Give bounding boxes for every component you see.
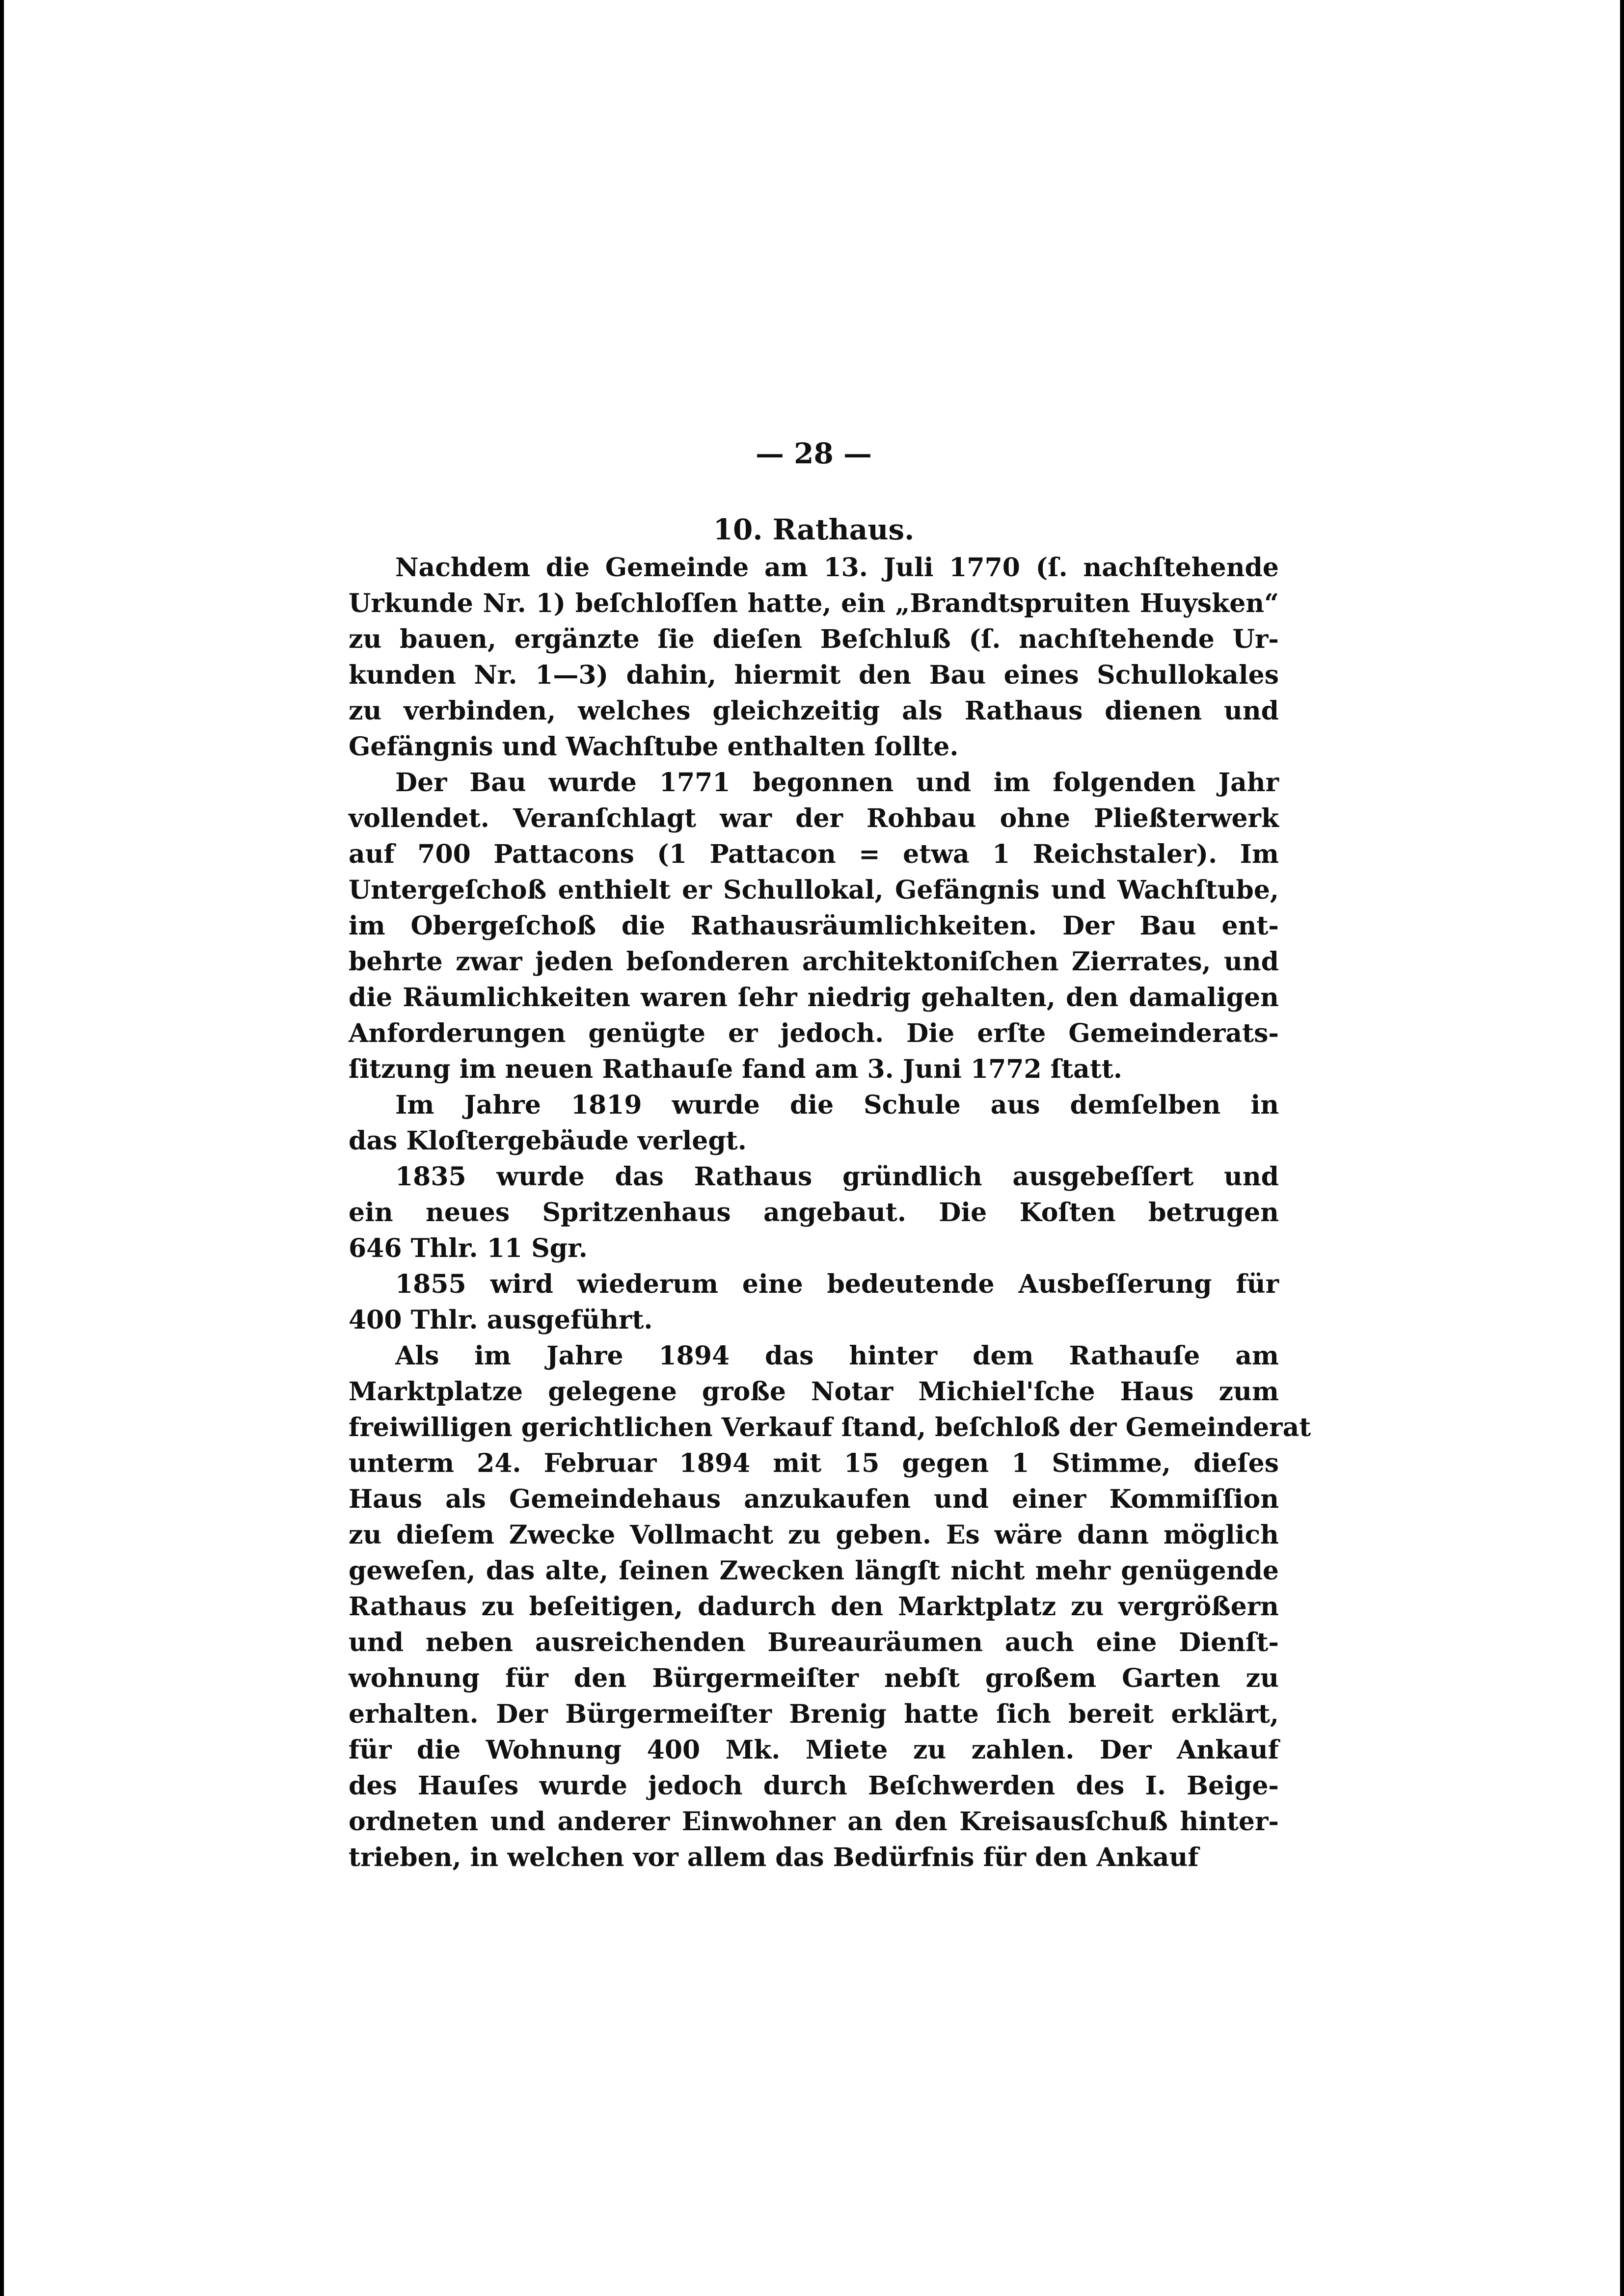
body-text (349, 550, 1311, 1875)
text-line: auf 700 Pattacons (1 Pattacon = etwa 1 Reichstaler). Im (349, 839, 1279, 869)
text-line: Untergeſchoß enthielt er Schullokal, Gefängnis und Wachſtube, (349, 875, 1279, 905)
text-line: geweſen, das alte, ſeinen Zwecken längſt nicht mehr genügende (349, 1556, 1279, 1586)
text-line: 1835 wurde das Rathaus gründlich ausgebeſſert und (395, 1162, 1279, 1192)
text-line: trieben, in welchen vor allem das Bedürfnis für den Ankauf (349, 1842, 1199, 1872)
scan-edge-left (0, 0, 4, 2296)
paragraph (349, 1266, 1279, 1338)
text-line: Der Bau wurde 1771 begonnen und im folgenden Jahr (395, 768, 1279, 798)
paragraph (349, 765, 1279, 1087)
text-line: ein neues Spritzenhaus angebaut. Die Koſten betrugen (349, 1198, 1279, 1228)
text-line: des Hauſes wurde jedoch durch Beſchwerden des I. Beige- (349, 1771, 1279, 1801)
text-line: ordneten und anderer Einwohner an den Kreisausſchuß hinter- (349, 1807, 1279, 1837)
text-line: Urkunde Nr. 1) beſchloſſen hatte, ein „Brandtspruiten Huysken“ (349, 588, 1279, 618)
text-line: Nachdem die Gemeinde am 13. Juli 1770 (ſ. nachſtehende (395, 553, 1279, 583)
text-line: Anforderungen genügte er jedoch. Die erſte Gemeinderats- (349, 1018, 1279, 1048)
text-line: für die Wohnung 400 Mk. Miete zu zahlen. Der Ankauf (349, 1735, 1279, 1765)
text-line: zu dieſem Zwecke Vollmacht zu geben. Es wäre dann möglich (349, 1520, 1279, 1550)
text-line: 646 Thlr. 11 Sgr. (349, 1233, 588, 1263)
text-line: zu bauen, ergänzte ſie dieſen Beſchluß (ſ. nachſtehende Ur- (349, 624, 1279, 654)
text-line: Haus als Gemeindehaus anzukaufen und einer Kommiſſion (349, 1484, 1279, 1514)
text-line: ſitzung im neuen Rathauſe fand am 3. Juni 1772 ſtatt. (349, 1054, 1122, 1084)
text-line: behrte zwar jeden beſonderen architektoniſchen Zierrates, und (349, 947, 1279, 977)
text-line: vollendet. Veranſchlagt war der Rohbau ohne Pließterwerk (349, 803, 1279, 833)
text-line: die Räumlichkeiten waren ſehr niedrig gehalten, den damaligen (349, 983, 1279, 1013)
text-line: erhalten. Der Bürgermeiſter Brenig hatte ſich bereit erklärt, (349, 1699, 1279, 1729)
section-heading: 10. Rathaus. (713, 513, 915, 546)
scan-edge-right (1620, 0, 1624, 2296)
text-line: Im Jahre 1819 wurde die Schule aus demſelben in (395, 1090, 1279, 1120)
text-line: Rathaus zu beſeitigen, dadurch den Marktplatz zu vergrößern (349, 1592, 1279, 1622)
text-line: Marktplatze gelegene große Notar Michiel'ſche Haus zum (349, 1377, 1279, 1407)
text-line: wohnung für den Bürgermeiſter nebſt großem Garten zu (349, 1663, 1279, 1693)
text-line: das Kloſtergebäude verlegt. (349, 1126, 747, 1156)
text-line: 1855 wird wiederum eine bedeutende Ausbeſſerung für (395, 1269, 1279, 1299)
paragraph (349, 1087, 1279, 1159)
text-line: zu verbinden, welches gleichzeitig als Rathaus dienen und (349, 696, 1279, 726)
text-line: kunden Nr. 1—3) dahin, hiermit den Bau eines Schullokales (349, 660, 1279, 690)
text-line: 400 Thlr. ausgeführt. (349, 1305, 653, 1335)
text-line: im Obergeſchoß die Rathausräumlichkeiten. Der Bau ent- (349, 911, 1279, 941)
paragraph (349, 550, 1279, 765)
paragraph (349, 1338, 1311, 1875)
text-line: Als im Jahre 1894 das hinter dem Rathauſe am (395, 1341, 1279, 1371)
text-line: Gefängnis und Wachſtube enthalten ſollte. (349, 732, 959, 762)
page-number: — 28 — (755, 437, 872, 470)
paragraph (349, 1159, 1279, 1266)
text-line: und neben ausreichenden Bureauräumen auch eine Dienſt- (349, 1628, 1279, 1657)
text-line: freiwilligen gerichtlichen Verkauf ſtand, beſchloß der Gemeinderat (349, 1413, 1311, 1442)
text-line: unterm 24. Februar 1894 mit 15 gegen 1 Stimme, dieſes (349, 1448, 1279, 1478)
